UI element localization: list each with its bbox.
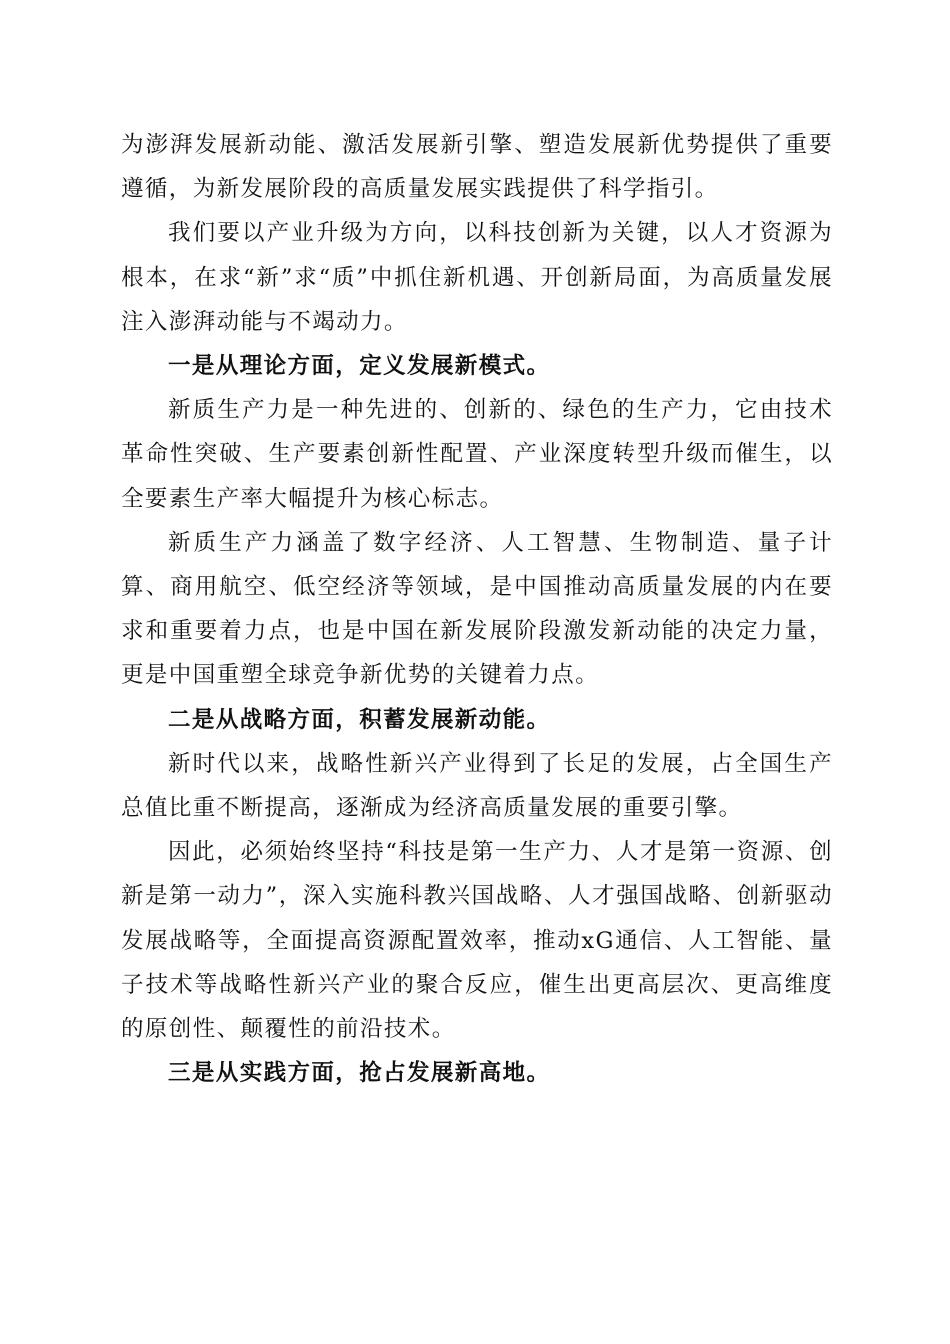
paragraph-fields: 新质生产力涵盖了数字经济、人工智慧、生物制造、量子计算、商用航空、低空经济等领域，是中国推动高质量发展的内在要求和重要着力点，也是中国在新发展阶段激发新动能的决定力量，更是中国重塑全球竞争新优势的关键着力点。 — [121, 529, 833, 689]
document-body — [121, 123, 833, 1095]
paragraph-intro: 我们要以产业升级为方向，以科技创新为关键，以人才资源为根本，在求“新”求“质”中抓住新机遇、开创新局面，为高质量发展注入澎湃动能与不竭动力。 — [121, 220, 833, 335]
paragraph-definition: 新质生产力是一种先进的、创新的、绿色的生产力，它由技术革命性突破、生产要素创新性配置、产业深度转型升级而催生，以全要素生产率大幅提升为核心标志。 — [121, 397, 833, 512]
paragraph-new-era: 新时代以来，战略性新兴产业得到了长足的发展，占全国生产总值比重不断提高，逐渐成为经济高质量发展的重要引擎。 — [121, 750, 833, 822]
section-heading-theory: 一是从理论方面，定义发展新模式。 — [168, 353, 551, 380]
paragraph-continuation: 为澎湃发展新动能、激活发展新引擎、塑造发展新优势提供了重要遵循，为新发展阶段的高质量发展实践提供了科学指引。 — [121, 132, 833, 203]
paragraph-therefore: 因此，必须始终坚持“科技是第一生产力、人才是第一资源、创新是第一动力”，深入实施科教兴国战略、人才强国战略、创新驱动发展战略等，全面提高资源配置效率，推动xG通信、人工智能、量子技术等战略性新兴产业的聚合反应，催生出更高层次、更高维度的原创性、颠覆性的前沿技术。 — [121, 839, 833, 1043]
section-heading-strategy: 二是从战略方面，积蓄发展新动能。 — [168, 706, 551, 733]
section-heading-practice: 三是从实践方面，抢占发展新高地。 — [168, 1060, 551, 1087]
